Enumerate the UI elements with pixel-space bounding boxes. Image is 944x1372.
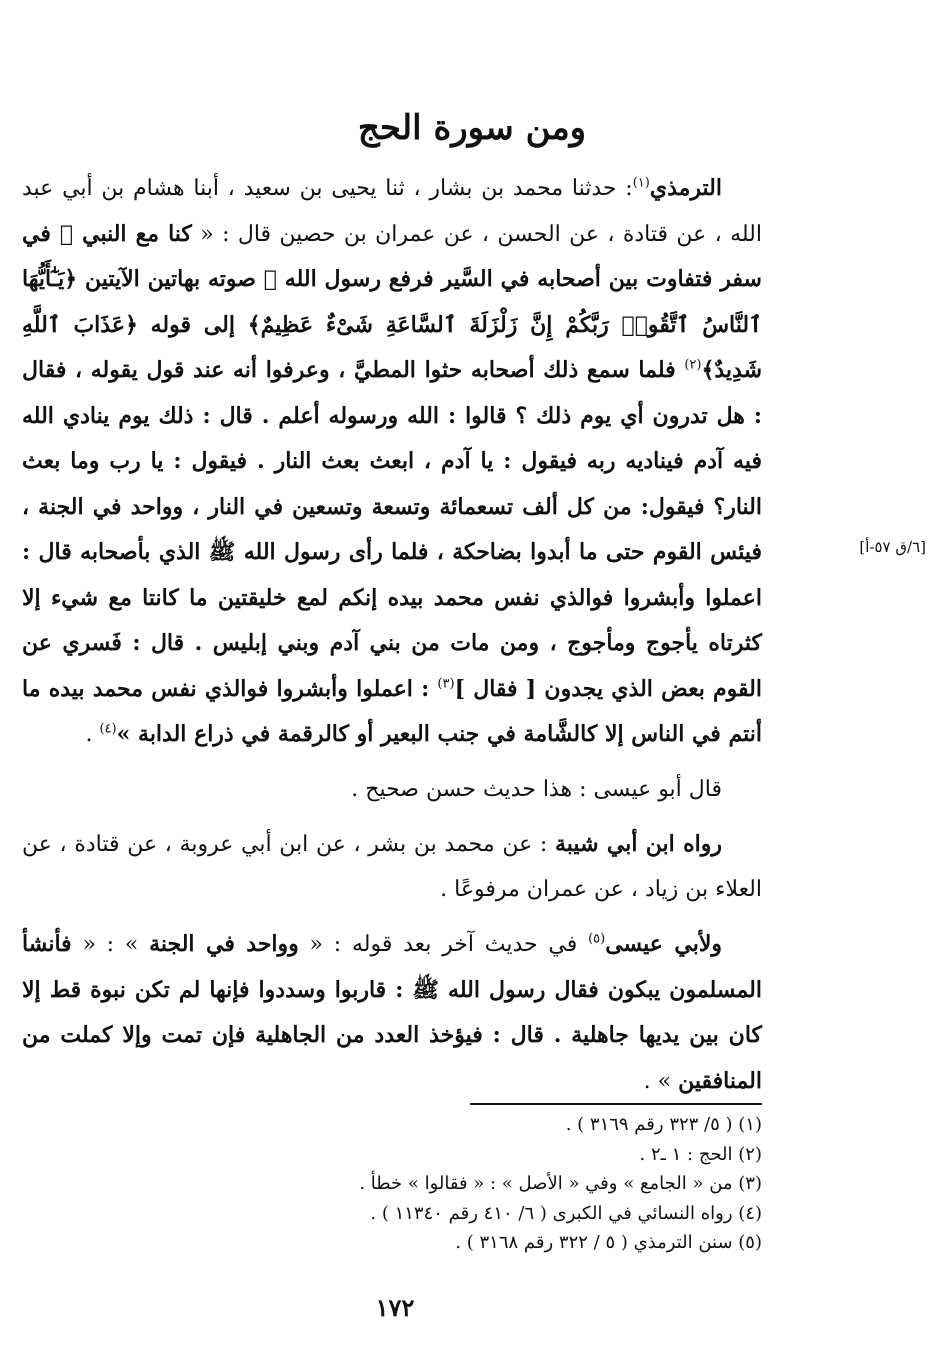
footnote-marker: (٤) bbox=[99, 721, 117, 737]
text-run: » . bbox=[643, 1068, 679, 1094]
paragraph-hadith-tirmidhi bbox=[22, 166, 762, 758]
footnote-marker: (٣) bbox=[437, 676, 455, 692]
text-run: كنا مع النبي ﷺ في سفر فتفاوت بين أصحابه في السَّير فرفع رسول الله ﷺ صوته بهاتين الآيتين ﴿يَـٰٓأَيُّهَا ٱلنَّاسُ ٱتَّقُوا۟ رَبَّكُمْ إِنَّ زَلْزَلَةَ ٱلسَّاعَةِ شَىْءٌ عَظِيمٌ﴾ إلى قوله ﴿عَذَابَ ٱللَّهِ شَدِيدٌ﴾ bbox=[22, 220, 762, 383]
paragraph-grading bbox=[22, 768, 762, 813]
chapter-title: ومن سورة الحج bbox=[357, 108, 587, 148]
text-run: ولأبي عيسى bbox=[605, 931, 722, 957]
text-run: في حديث آخر بعد قوله : « bbox=[298, 932, 589, 957]
footnote-1: (١) ( ٥/ ٣٢٣ رقم ٣١٦٩ ) . bbox=[565, 1114, 762, 1135]
text-run: : اعملوا وأبشروا فوالذي نفس محمد بيده ما أنتم في الناس إلا كالشَّامة في جنب البعير أو كالرقمة في ذراع الدابة » bbox=[22, 675, 762, 747]
text-run: وواحد في الجنة bbox=[149, 931, 299, 957]
text-run: فلما سمع ذلك أصحابه حثوا المطيَّ ، وعرفوا أنه عند قول يقوله ، فقال : هل تدرون أي يوم ذلك ؟ قالوا : الله ورسوله أعلم . قال : ذلك يوم ينادي الله فيه آدم فيناديه ربه فيقول : يا آدم ، ابعث بعث النار . فيقول : يا رب وما بعث النار؟ فيقول: من كل ألف تسعمائة وتسعة وتسعين في النار ، وواحد في الجنة ، فيئس القوم حتى ما أبدوا بضاحكة ، فلما رأى رسول الله ﷺ الذي بأصحابه قال : اعملوا وأبشروا فوالذي نفس محمد بيده إنكم لمع خليقتين ما كانتا مع شيء إلا كثرتاه يأجوج ومأجوج ، ومن مات من بني آدم وبني إبليس . قال : فَسري عن القوم بعض الذي يجدون [ فقال ] bbox=[22, 357, 762, 702]
text-run: قال أبو عيسى : هذا حديث حسن صحيح . bbox=[351, 776, 722, 802]
text-run: فأنشأ المسلمون يبكون فقال رسول الله ﷺ : قاربوا وسددوا فإنها لم تكن نبوة قط إلا كان بين يديها جاهلية . قال : فيؤخذ العدد من الجاهلية فإن تمت وإلا كملت من المنافقين bbox=[22, 931, 762, 1094]
text-run: : عن محمد بن بشر ، عن ابن أبي عروبة ، عن قتادة ، عن العلاء بن زياد ، عن عمران مرفوعًا . bbox=[22, 832, 762, 902]
paragraph-ibn-abi-shaybah bbox=[22, 822, 762, 912]
footnotes bbox=[22, 1110, 762, 1258]
text-run: » : « bbox=[71, 932, 150, 957]
footnote-marker: (٢) bbox=[684, 357, 702, 373]
text-run: . bbox=[85, 722, 100, 747]
page-number: ١٧٢ bbox=[375, 1293, 415, 1322]
footnote-marker: (٥) bbox=[588, 931, 606, 947]
text-run: : حدثنا محمد بن بشار ، ثنا يحيى بن سعيد ، أبنا هشام بن أبي عبد الله ، عن قتادة ، عن الحسن ، عن عمران بن حصين قال : « bbox=[22, 176, 762, 247]
paragraph-abu-isa-addition bbox=[22, 922, 762, 1104]
footnote-separator bbox=[470, 1103, 762, 1105]
footnote-5: (٥) سنن الترمذي ( ٥ / ٣٢٢ رقم ٣١٦٨ ) . bbox=[455, 1232, 762, 1253]
main-text bbox=[22, 166, 762, 1104]
footnote-marker: (١) bbox=[632, 175, 650, 191]
footnote-2: (٢) الحج : ١ ـ٢ . bbox=[639, 1143, 762, 1165]
text-run: رواه ابن أبي شيبة bbox=[555, 831, 722, 857]
footnote-3: (٣) من « الجامع » وفي « الأصل » : « فقالوا » خطأ . bbox=[359, 1173, 762, 1194]
footnote-4: (٤) رواه النسائي في الكبرى ( ٦/ ٤١٠ رقم ١١٣٤٠ ) . bbox=[370, 1202, 762, 1224]
manuscript-folio-reference: [٦/ق ٥٧-أ] bbox=[859, 538, 926, 556]
text-run: الترمذي bbox=[649, 175, 722, 201]
